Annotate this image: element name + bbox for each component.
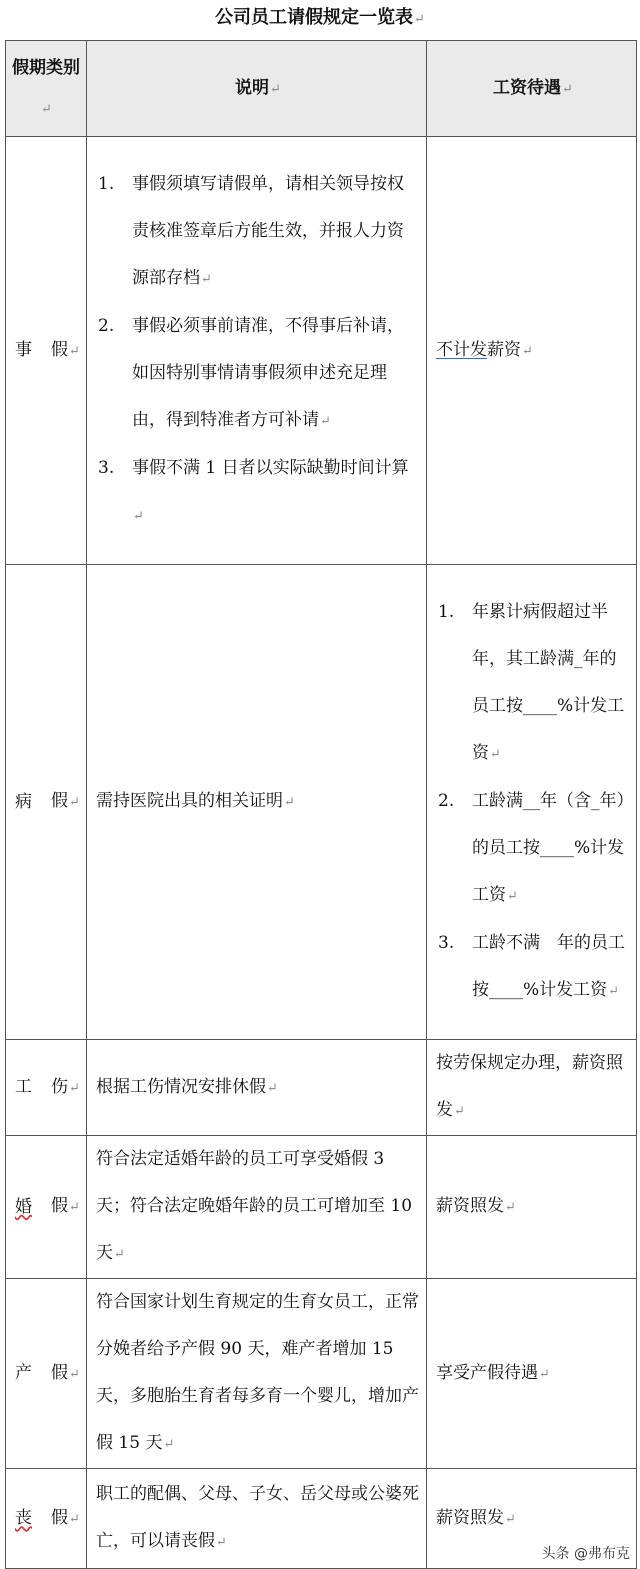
description-cell: 需持医院出具的相关证明↵ xyxy=(87,565,427,1040)
list-item: 3. 事假不满 1 日者以实际缺勤时间计算↵ xyxy=(98,458,409,524)
treatment-cell: 按劳保规定办理，薪资照发↵ xyxy=(427,1040,637,1136)
header-treatment: 工资待遇↵ xyxy=(427,41,637,137)
list-item: 1. 事假须填写请假单，请相关领导按权责核准签章后方能生效，并报人力资源部存档↵ xyxy=(98,174,404,288)
treatment-cell: 享受产假待遇↵ xyxy=(427,1279,637,1469)
page-title: 公司员工请假规定一览表↵ xyxy=(215,7,425,28)
description-cell: 符合法定适婚年龄的员工可享受婚假 3 天；符合法定晚婚年龄的员工可增加至 10 天↵ xyxy=(87,1136,427,1279)
category-cell: 产 假↵ xyxy=(6,1279,87,1469)
category-cell: 病 假↵ xyxy=(6,565,87,1040)
description-cell: 职工的配偶、父母、子女、岳父母或公婆死亡，可以请丧假↵ xyxy=(87,1469,427,1569)
category-cell: 婚 假↵ xyxy=(6,1136,87,1279)
treatment-cell: 薪资照发↵ xyxy=(427,1136,637,1279)
treatment-cell: 薪资照发↵ xyxy=(427,1469,637,1569)
description-cell: 根据工伤情况安排休假↵ xyxy=(87,1040,427,1136)
list-item: 2. 工龄满__年（含_年）的员工按____%计发工资↵ xyxy=(438,791,625,905)
category-cell: 事 假↵ xyxy=(6,137,87,565)
header-category: 假期类别↵ xyxy=(6,41,87,137)
table-row xyxy=(6,1279,637,1469)
category-cell: 工 伤↵ xyxy=(6,1040,87,1136)
list-item: 1. 年累计病假超过半年，其工龄满_年的员工按____%计发工资↵ xyxy=(438,602,625,763)
table-row xyxy=(6,1136,637,1279)
category-cell: 丧 假↵ xyxy=(6,1469,87,1569)
description-cell xyxy=(87,137,427,565)
list-item: 3. 工龄不满 年的员工按____%计发工资↵ xyxy=(438,933,625,1000)
table-row xyxy=(6,565,637,1040)
list-item: 2. 事假必须事前请准，不得事后补请，如因特别事情请事假须申述充足理由，得到特准者方可补请↵ xyxy=(98,316,404,430)
watermark: 头条 @弗布克 xyxy=(541,1546,630,1562)
treatment-cell xyxy=(427,565,637,1040)
table-header-row xyxy=(6,41,637,137)
table-row xyxy=(6,1040,637,1136)
header-description: 说明↵ xyxy=(87,41,427,137)
table-row xyxy=(6,137,637,565)
treatment-cell: 不计发薪资↵ xyxy=(427,137,637,565)
description-cell: 符合国家计划生育规定的生育女员工，正常分娩者给予产假 90 天，难产者增加 15 天，多胞胎生育者每多育一个婴儿，增加产假 15 天↵ xyxy=(87,1279,427,1469)
paragraph-mark-icon: ↵ xyxy=(414,12,425,27)
leave-policy-table xyxy=(5,40,637,1569)
